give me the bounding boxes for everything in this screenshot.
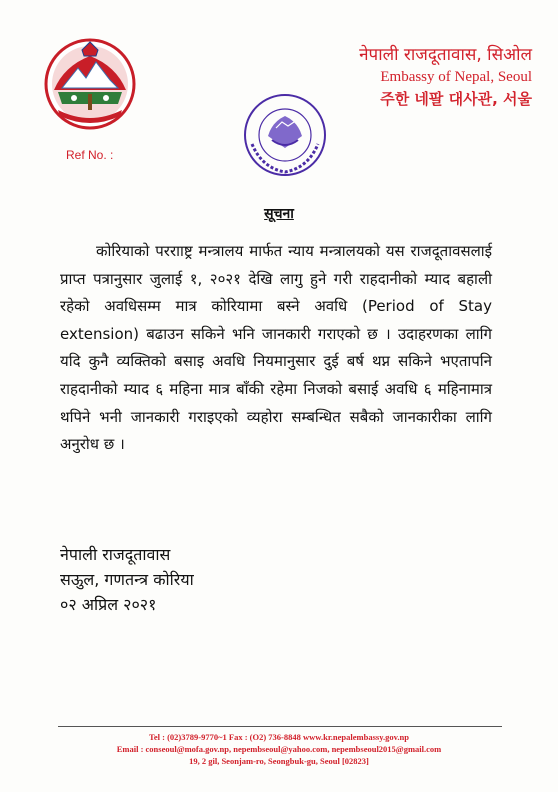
footer-email: Email : conseoul@mofa.gov.np, nepembseoul@yahoo.com, nepembseoul2015@gmail.com — [116, 744, 442, 754]
notice-title: सूचना — [264, 206, 294, 222]
embassy-name-nepali: नेपाली राजदूतावास, सिओल — [359, 45, 532, 65]
notice-body — [60, 238, 492, 459]
signature-embassy-name: नेपाली राजदूतावास — [60, 545, 171, 564]
signature-block — [60, 542, 194, 617]
embassy-seal-stamp — [242, 92, 328, 178]
footer-divider — [58, 726, 502, 727]
signature-date: ०२ अप्रिल २०२१ — [60, 595, 157, 614]
footer-address: 19, 2 gil, Seonjam-ro, Seongbuk-gu, Seoul [02823] — [189, 756, 369, 766]
notice-paragraph: कोरियाको पररााष्ट्र मन्त्रालय मार्फत न्याय मन्त्रालयको यस राजदूतावसलाई प्राप्त पत्रानुसार जुलाई १, २०२१ देखि लागु हुने गरी राहदानीको म्याद बहाली रहेको अवधिसम्म मात्र कोरियामा बस्ने अवधि (Period of Stay extension) बढाउन सकिने भनि जानकारी गराएको छ । उदाहरणका लागि यदि कुनै व्यक्तिको बसाइ अवधि नियमानुसार दुई बर्ष थप्न सकिने भएतापनि राहदानीको म्याद ६ महिना मात्र बाँकी रहेमा निजको बसाई अवधि ६ महिनामात्र थपिने भनी जानकारी गराइएको व्यहोरा सम्बन्धित सबैको जानकारीका लागि अनुरोध छ । — [60, 242, 492, 454]
embassy-name-english: Embassy of Nepal, Seoul — [380, 69, 532, 85]
footer-phone-fax-web: Tel : (02)3789-9770~1 Fax : (O2) 736-8848 www.kr.nepalembassy.gov.np — [149, 732, 409, 742]
signature-location: सऊुल, गणतन्त्र कोरिया — [60, 570, 194, 589]
letterhead — [359, 44, 532, 110]
footer-contact — [0, 731, 558, 767]
embassy-name-korean: 주한 네팔 대사관, 서울 — [380, 90, 532, 108]
nepal-coat-of-arms-emblem — [44, 38, 136, 130]
reference-number-label: Ref No. : — [66, 148, 114, 162]
